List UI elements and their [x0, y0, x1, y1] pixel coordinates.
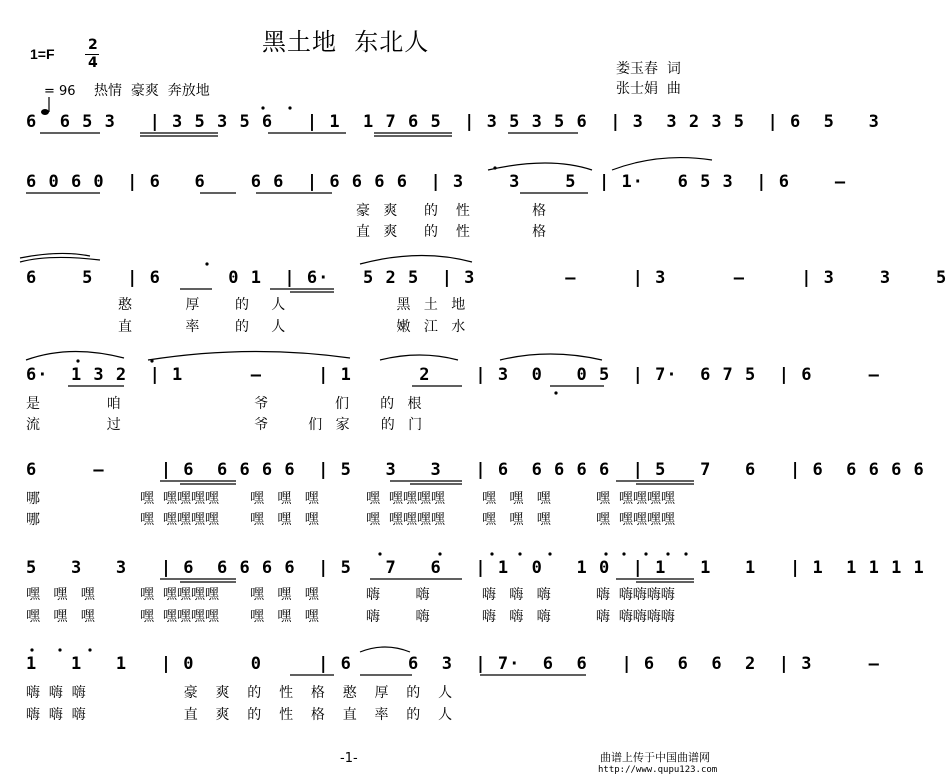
system-5-hey-5b: 嘿 嘿嘿嘿嘿 — [596, 512, 675, 528]
system-5-lyric-1: 哪 — [26, 491, 40, 507]
system-6-hey-5: 嗨 嗨嗨嗨嗨 — [596, 587, 675, 603]
system-1-notes: 6 6 5 3 | 3 5 3 5 6 | 1 1 7 6 5 | 3 5 3 5 6 | 3 3 2 3 5 | 6 5 3 — [26, 112, 880, 132]
system-5-hey-4: 嘿 嘿 嘿 — [482, 491, 551, 507]
system-3-lyric-2: 直 率 的 人 嫩 江 水 — [118, 319, 466, 335]
system-3-lyric-1: 憨 厚 的 人 黑 土 地 — [118, 297, 466, 313]
system-6-hey-2b: 嘿 嘿 嘿 — [250, 609, 319, 625]
system-4-notes: 6· 1 3 2 | 1 – | 1 2 | 3 0 0 5 | 7· 6 7 5 | 6 – — [26, 365, 880, 385]
system-6-hey-3b: 嗨 嗨 — [366, 609, 430, 625]
expression-marking: 热情 豪爽 奔放地 — [94, 83, 210, 99]
time-signature-top: 2 — [88, 37, 98, 53]
tempo-marking: = 96 — [44, 84, 76, 99]
system-5-lyric-2: 哪 — [26, 512, 40, 528]
song-title: 黑土地 东北人 — [262, 28, 430, 56]
system-5-hey-1b: 嘿 嘿嘿嘿嘿 — [140, 512, 219, 528]
system-6-hey-5b: 嗨 嗨嗨嗨嗨 — [596, 609, 675, 625]
system-7-notes: 1 1 1 | 0 0 | 6 6 3 | 7· 6 6 | 6 6 6 2 | 3 – — [26, 654, 880, 674]
system-5-hey-5: 嘿 嘿嘿嘿嘿 — [596, 491, 675, 507]
system-6-notes: 5 3 3 | 6 6 6 6 6 | 5 7 6 | 1 0 1 0 | 1 1 1 | 1 1 1 1 1 — [26, 558, 925, 578]
system-5-hey-3b: 嘿 嘿嘿嘿嘿 — [366, 512, 445, 528]
page-number: -1- — [340, 751, 358, 766]
system-6-hey-4b: 嗨 嗨 嗨 — [482, 609, 551, 625]
system-6-hey-3: 嗨 嗨 — [366, 587, 430, 603]
system-5-hey-1: 嘿 嘿嘿嘿嘿 — [140, 491, 219, 507]
system-6-hey-1b: 嘿 嘿嘿嘿嘿 — [140, 609, 219, 625]
system-7-lyric-2: 嗨 嗨 嗨 直 爽 的 性 格 直 率 的 人 — [26, 707, 453, 723]
system-3-notes: 6 5 | 6 0 1 | 6· 5 2 5 | 3 – | 3 – | 3 3 5 — [26, 268, 947, 288]
system-6-hey-0: 嘿 嘿 嘿 — [26, 587, 95, 603]
system-6-hey-4: 嗨 嗨 嗨 — [482, 587, 551, 603]
system-5-hey-2b: 嘿 嘿 嘿 — [250, 512, 319, 528]
system-7-lyric-1: 嗨 嗨 嗨 豪 爽 的 性 格 憨 厚 的 人 — [26, 685, 453, 701]
system-6-hey-1: 嘿 嘿嘿嘿嘿 — [140, 587, 219, 603]
system-5-hey-2: 嘿 嘿 嘿 — [250, 491, 319, 507]
system-5-hey-4b: 嘿 嘿 嘿 — [482, 512, 551, 528]
system-5-notes: 6 – | 6 6 6 6 6 | 5 3 3 | 6 6 6 6 6 | 5 7 6 | 6 6 6 6 6 — [26, 460, 925, 480]
system-6-hey-0b: 嘿 嘿 嘿 — [26, 609, 95, 625]
source-url: http://www.qupu123.com — [598, 765, 718, 775]
system-2-lyric-2: 直 爽 的 性 格 — [356, 224, 547, 240]
system-2-lyric-1: 豪 爽 的 性 格 — [356, 203, 547, 219]
composer-credit: 张士娟 曲 — [616, 81, 681, 97]
system-5-hey-3: 嘿 嘿嘿嘿嘿 — [366, 491, 445, 507]
system-2-notes: 6 0 6 0 | 6 6 6 6 | 6 6 6 6 | 3 3 5 | 1· 6 5 3 | 6 – — [26, 172, 847, 192]
source-credit: 曲谱上传于中国曲谱网 — [600, 751, 710, 764]
key-signature: 1=F — [30, 46, 55, 62]
time-signature-bottom: 4 — [88, 55, 98, 71]
lyricist-credit: 娄玉春 词 — [616, 61, 681, 77]
system-6-hey-2: 嘿 嘿 嘿 — [250, 587, 319, 603]
system-4-lyric-1: 是 咱 爷 们 的 根 — [26, 396, 422, 412]
system-4-lyric-2: 流 过 爷 们 家 的 门 — [26, 417, 423, 433]
